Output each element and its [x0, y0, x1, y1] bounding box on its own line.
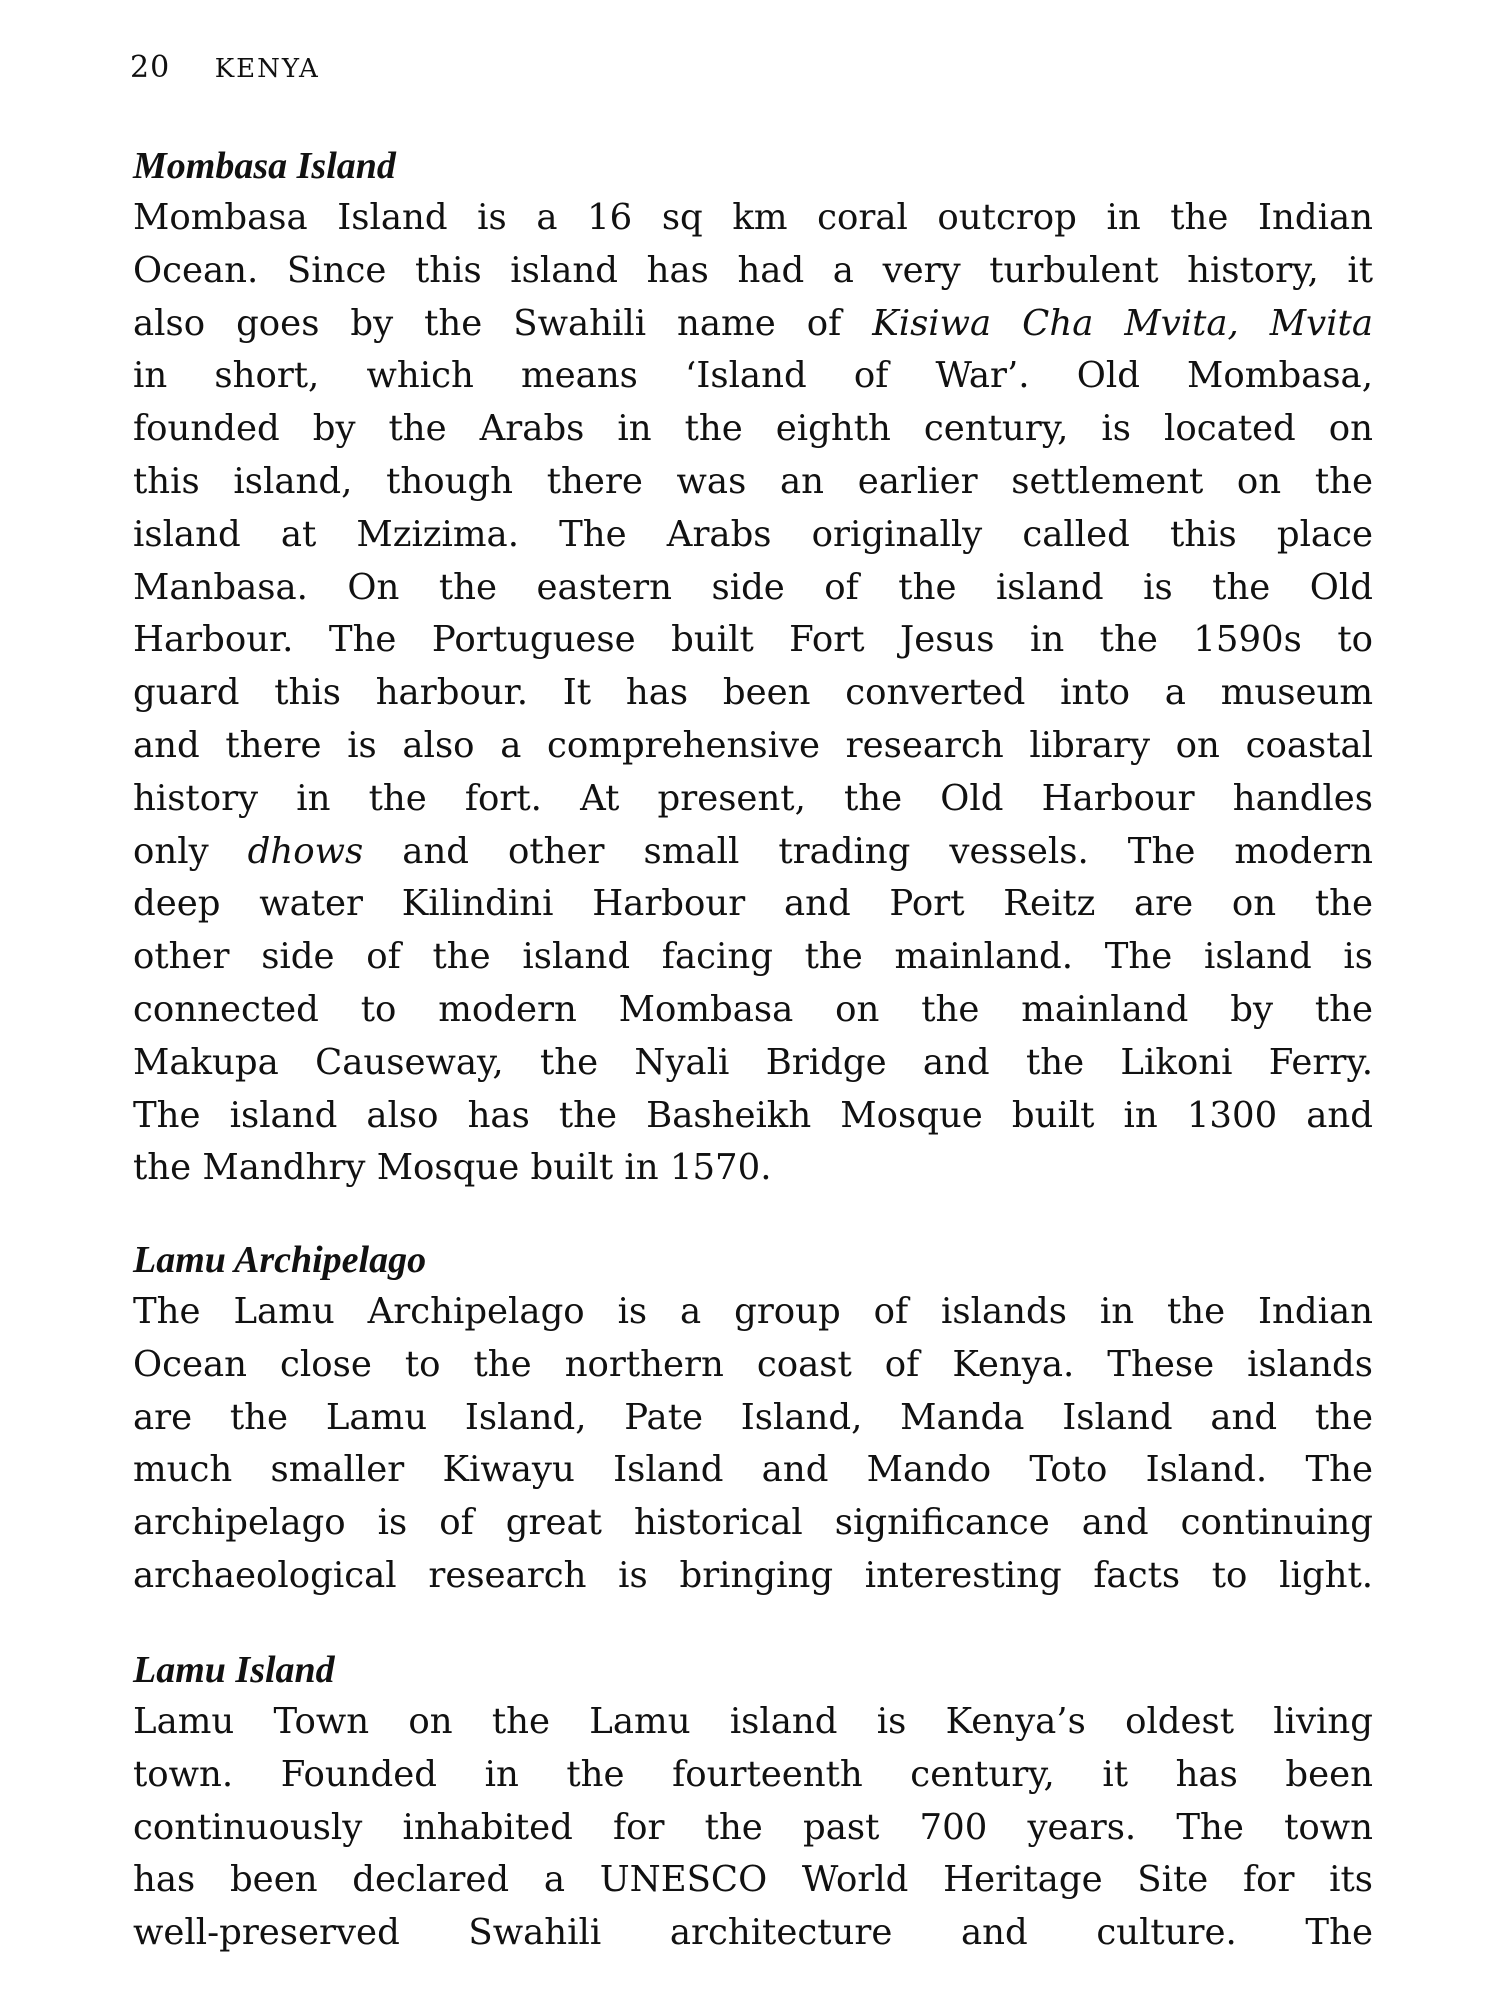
- text-fragment: only: [133, 830, 248, 872]
- text-line: the Mandhry Mosque built in 1570.: [133, 1147, 772, 1189]
- text-line: Manbasa. On the eastern side of the island is the Old: [133, 566, 1373, 608]
- chapter-title: KENYA: [214, 54, 320, 84]
- text-line: [133, 298, 1373, 351]
- section-heading: Lamu Island: [133, 1649, 335, 1691]
- text-line: The island also has the Basheikh Mosque built in 1300 and: [133, 1094, 1373, 1136]
- text-fragment: and other small trading vessels. The modern: [363, 830, 1373, 872]
- page-number: 20: [130, 50, 171, 85]
- section-heading: Lamu Archipelago: [133, 1239, 427, 1281]
- text-line: Lamu Town on the Lamu island is Kenya’s oldest living: [133, 1701, 1373, 1742]
- section-lamu-archipelago: [133, 1234, 1373, 1603]
- running-header: [130, 50, 320, 85]
- text-line: founded by the Arabs in the eighth century, is located on: [133, 408, 1373, 450]
- text-line: history in the fort. At present, the Old Harbour handles: [133, 777, 1373, 819]
- text-line: has been declared a UNESCO World Heritage Site for its: [133, 1859, 1373, 1901]
- swahili-name: Kisiwa Cha Mvita, Mvita: [872, 302, 1373, 344]
- text-line: other side of the island facing the mainland. The island is: [133, 936, 1373, 978]
- text-line: Ocean close to the northern coast of Kenya. These islands: [133, 1343, 1373, 1385]
- text-line: The Lamu Archipelago is a group of islands in the Indian: [133, 1291, 1373, 1332]
- text-line: connected to modern Mombasa on the mainland by the: [133, 988, 1373, 1030]
- text-line: Harbour. The Portuguese built Fort Jesus in the 1590s to: [133, 619, 1373, 661]
- text-line: in short, which means ‘Island of War’. Old Mombasa,: [133, 355, 1373, 397]
- text-line: well-preserved Swahili architecture and culture. The: [133, 1912, 1373, 1954]
- text-line: Makupa Causeway, the Nyali Bridge and the Likoni Ferry.: [133, 1041, 1373, 1083]
- text-line: continuously inhabited for the past 700 years. The town: [133, 1806, 1373, 1848]
- text-line: much smaller Kiwayu Island and Mando Toto Island. The: [133, 1449, 1373, 1491]
- section-lamu-island: [133, 1644, 1373, 1960]
- text-line: Mombasa Island is a 16 sq km coral outcrop in the Indian: [133, 197, 1373, 238]
- section-body: [133, 192, 1373, 1195]
- section-mombasa-island: [133, 140, 1373, 1195]
- text-line: and there is also a comprehensive research library on coastal: [133, 724, 1373, 766]
- text-line: island at Mzizima. The Arabs originally called this place: [133, 513, 1373, 555]
- section-body: [133, 1286, 1373, 1603]
- dhows-word: dhows: [247, 830, 364, 872]
- text-line: deep water Kilindini Harbour and Port Reitz are on the: [133, 883, 1373, 925]
- section-body: [133, 1696, 1373, 1960]
- text-line: archaeological research is bringing interesting facts to light.: [133, 1554, 1373, 1596]
- text-fragment: also goes by the Swahili name of: [133, 302, 873, 344]
- section-heading: Mombasa Island: [133, 145, 396, 187]
- text-line: are the Lamu Island, Pate Island, Manda Island and the: [133, 1396, 1373, 1438]
- text-line: archipelago is of great historical significance and continuing: [133, 1502, 1373, 1544]
- text-line: [133, 826, 1373, 879]
- text-line: town. Founded in the fourteenth century, it has been: [133, 1753, 1373, 1795]
- text-line: Ocean. Since this island has had a very turbulent history, it: [133, 249, 1373, 291]
- text-line: guard this harbour. It has been converted into a museum: [133, 672, 1373, 714]
- text-line: this island, though there was an earlier settlement on the: [133, 460, 1373, 502]
